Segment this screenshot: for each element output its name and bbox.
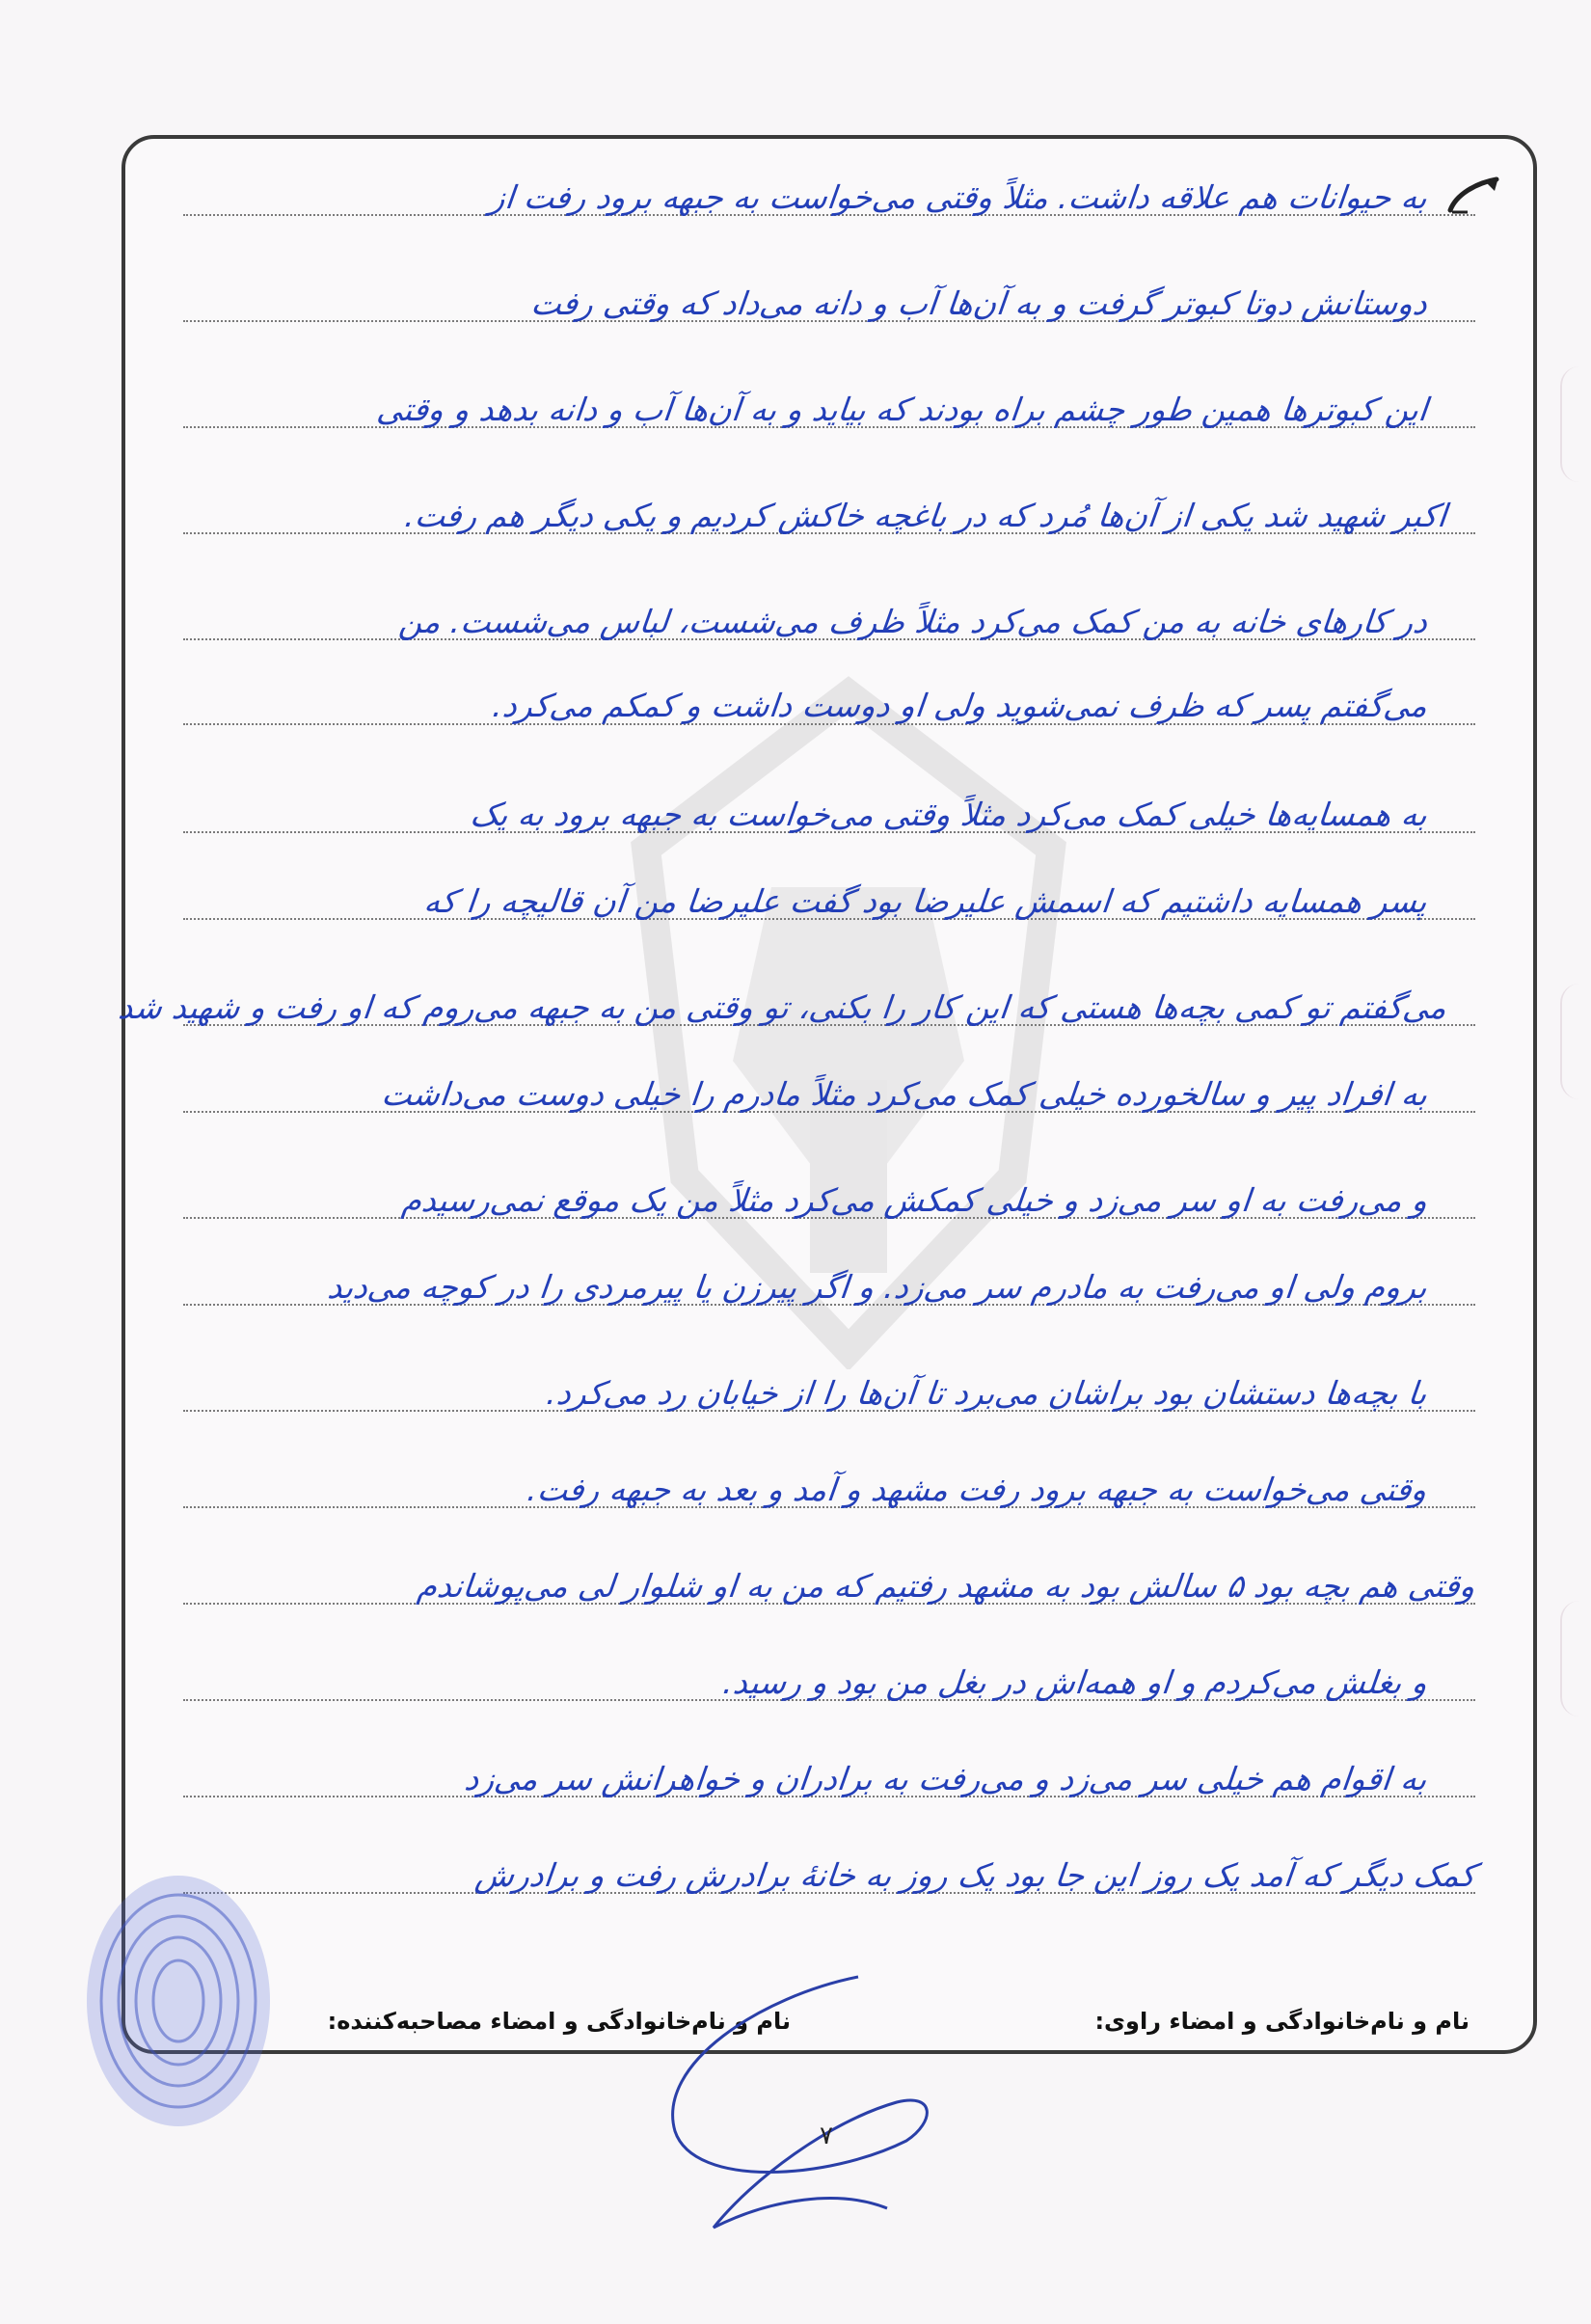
handwritten-line: کمک دیگر که آمد یک روز این جا بود یک روز به خانهٔ برادرش رفت و برادرش [472,1856,1478,1894]
handwritten-line: وقتی می‌خواست به جبهه برود رفت مشهد و آمد و بعد به جبهه رفت. [526,1471,1430,1508]
handwritten-line: پسر همسایه داشتیم که اسمش علیرضا بود گفت علیرضا من آن قالیچه را که [422,882,1430,920]
handwritten-line: و می‌رفت به او سر می‌زد و خیلی کمکش می‌کرد مثلاً من یک موقع نمی‌رسیدم [399,1181,1430,1219]
handwritten-line: دوستانش دوتا کبوتر گرفت و به آن‌ها آب و دانه می‌داد که وقتی رفت [528,284,1430,322]
page-tab-mark [1560,984,1591,1099]
handwritten-line: وقتی هم بچه بود ۵ سالش بود به مشهد رفتیم که من به او شلوار لی می‌پوشاندم [416,1567,1478,1605]
page-tab-mark [1560,1601,1591,1716]
handwritten-line: به اقوام هم خیلی سر می‌زد و می‌رفت به برادران و خواهرانش سر می‌زد [463,1760,1430,1797]
fingerprint [77,1861,280,2141]
handwritten-line: با بچه‌ها دستشان بود براشان می‌برد تا آن‌ها را از خیابان رد می‌کرد. [545,1374,1430,1412]
signature [617,1958,964,2237]
handwritten-line: به حیوانات هم علاقه داشت. مثلاً وقتی می‌خواست به جبهه برود رفت از [487,178,1430,216]
handwritten-line: در کارهای خانه به من کمک می‌کرد مثلاً ظرف می‌شست، لباس می‌شست. من [396,603,1430,640]
handwritten-line: بروم ولی او می‌رفت به مادرم سر می‌زد. و اگر پیرزن یا پیرمردی را در کوچه می‌دید [326,1268,1430,1306]
page-number: ۷ [820,2121,833,2150]
handwritten-line: به همسایه‌ها خیلی کمک می‌کرد مثلاً وقتی می‌خواست به جبهه برود به یک [468,796,1430,833]
interviewer-signature-label: نام و نام‌خانوادگی و امضاء مصاحبه‌کننده: [327,2008,791,2035]
page-tab-mark [1560,366,1591,482]
narrator-signature-label: نام و نام‌خانوادگی و امضاء راوی: [1094,2008,1470,2035]
handwritten-line: می‌گفتم پسر که ظرف نمی‌شوید ولی او دوست داشت و کمکم می‌کرد. [490,687,1430,724]
handwritten-line: می‌گفتم تو کمی بچه‌ها هستی که این کار را بکنی، تو وقتی من به جبهه می‌روم که او رفت و شهید شد [116,988,1449,1026]
handwritten-line: به افراد پیر و سالخورده خیلی کمک می‌کرد مثلاً مادرم را خیلی دوست می‌داشت [379,1075,1430,1113]
handwritten-line: و بغلش می‌کردم و او همه‌اش در بغل من بود و رسید. [720,1663,1430,1701]
handwritten-line: این کبوترها همین طور چشم براه بودند که بیاید و به آن‌ها آب و دانه بدهد و وقتی [374,391,1430,428]
handwritten-line: اکبر شهید شد یکی از آن‌ها مُرد که در باغچه خاکش کردیم و یکی دیگر هم رفت. [402,497,1449,534]
